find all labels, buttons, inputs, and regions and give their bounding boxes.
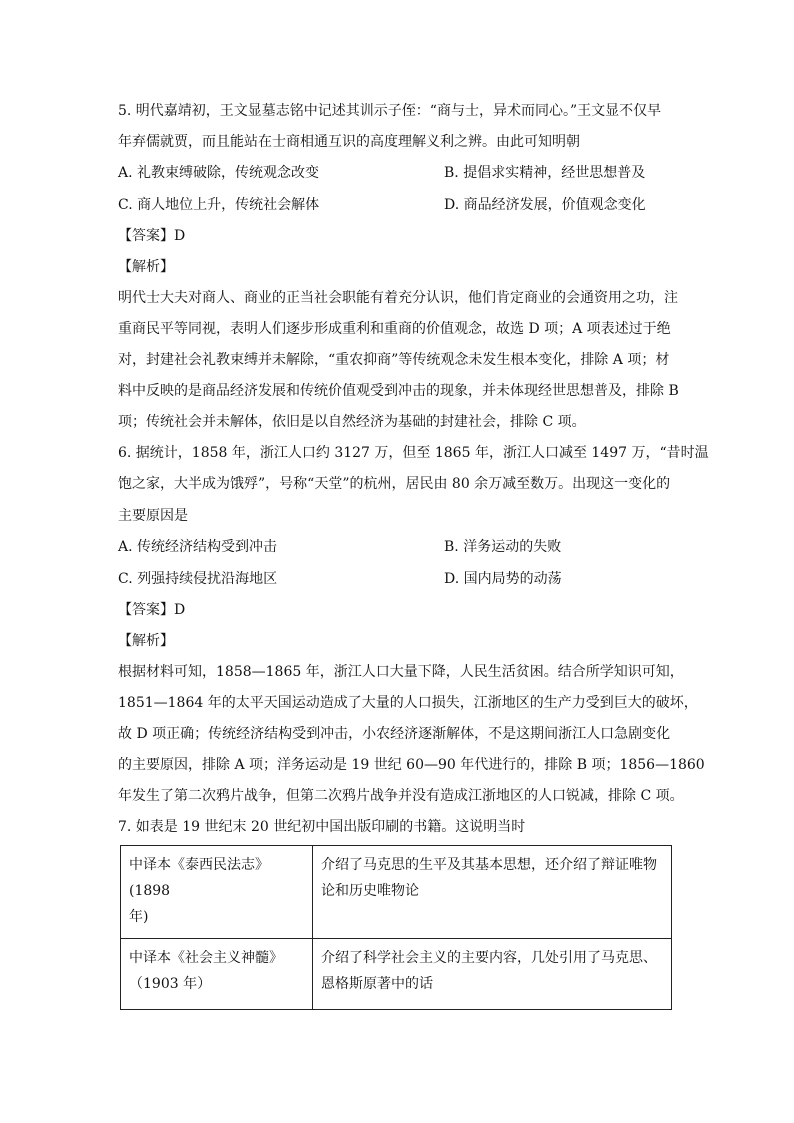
q5-option-d: D. 商品经济发展，价值观念变化 [444,197,646,213]
q6-option-d: D. 国内局势的动荡 [444,571,562,587]
q5-option-c: C. 商人地位上升，传统社会解体 [118,197,320,213]
q5-analysis-line: 对，封建社会礼教束缚并未解除，“重农抑商”等传统观念未发生根本变化，排除 A 项；材 [118,352,670,368]
q5-option-b: B. 提倡求实精神，经世思想普及 [444,165,646,181]
book-title-line: 中译本《泰西民法志》(1898 [129,857,269,899]
q6-analysis-line: 故 D 项正确；传统经济结构受到冲击，小农经济逐渐解体，不是这期间浙江人口急剧变化 [118,726,671,742]
books-table [120,845,672,1010]
q6-analysis-line: 的主要原因，排除 A 项；洋务运动是 19 世纪 60—90 年代进行的，排除 B 项；1856—1860 [118,757,705,773]
q6-analysis-line: 年发生了第二次鸦片战争，但第二次鸦片战争并没有造成江浙地区的人口锐减，排除 C 项。 [118,788,684,804]
book-title-line: 年) [129,909,149,925]
q5-analysis-line: 项；传统社会并未解体，依旧是以自然经济为基础的封建社会，排除 C 项。 [118,414,586,430]
q5-option-a: A. 礼教束缚破除，传统观念改变 [118,165,320,181]
q5-answer: 【答案】D [118,228,186,244]
q6-answer: 【答案】D [118,602,186,618]
book-description-line: 论和历史唯物论 [321,883,419,899]
q6-option-b: B. 洋务运动的失败 [444,539,562,555]
q6-option-c: C. 列强持续侵扰沿海地区 [118,571,278,587]
book-title-cell [121,939,313,1010]
q6-stem-line1: 6. 据统计，1858 年，浙江人口约 3127 万，但至 1865 年，浙江人口减至 1497 万，“昔时温 [118,445,709,461]
q7-stem: 7. 如表是 19 世纪末 20 世纪初中国出版印刷的书籍。这说明当时 [118,819,526,835]
q5-analysis-line: 料中反映的是商品经济发展和传统价值观受到冲击的现象，并未体现经世思想普及，排除 B [118,383,679,399]
q6-analysis-line: 1851—1864 年的太平天国运动造成了大量的人口损失，江浙地区的生产力受到巨大的破坏， [118,695,698,711]
q6-analysis-line: 根据材料可知，1858—1865 年，浙江人口大量下降，人民生活贫困。结合所学知识可知， [118,664,684,680]
book-title-line: 中译本《社会主义神髓》 [129,950,283,966]
book-description-line: 介绍了马克思的生平及其基本思想，还介绍了辩证唯物 [321,857,657,873]
book-description-cell [313,846,672,939]
book-description-line: 介绍了科学社会主义的主要内容，几处引用了马克思、 [321,950,657,966]
table-row [121,939,672,1010]
table-row [121,846,672,939]
q6-option-a: A. 传统经济结构受到冲击 [118,539,278,555]
q6-stem-line3: 主要原因是 [118,508,188,524]
q6-analysis-label: 【解析】 [118,633,174,649]
book-title-line: （1903 年） [129,976,212,992]
book-title-cell [121,846,313,939]
q5-analysis-line: 重商民平等同视，表明人们逐步形成重利和重商的价值观念，故选 D 项；A 项表述过于绝 [118,321,671,337]
q5-analysis-line: 明代士大夫对商人、商业的正当社会职能有着充分认识，他们肯定商业的会通资用之功，注 [118,290,678,306]
q5-stem-line1: 5. 明代嘉靖初，王文显墓志铭中记述其训示子侄：“商与士，异术而同心。”王文显不仅早 [118,103,662,119]
book-description-cell [313,939,672,1010]
book-description-line: 恩格斯原著中的话 [321,976,433,992]
q5-analysis-label: 【解析】 [118,259,174,275]
q5-stem-line2: 年弃儒就贾，而且能站在士商相通互识的高度理解义利之辨。由此可知明朝 [118,134,580,150]
q6-stem-line2: 饱之家，大半成为饿殍”，号称“天堂”的杭州，居民由 80 余万减至数万。出现这一变化的 [118,476,671,492]
